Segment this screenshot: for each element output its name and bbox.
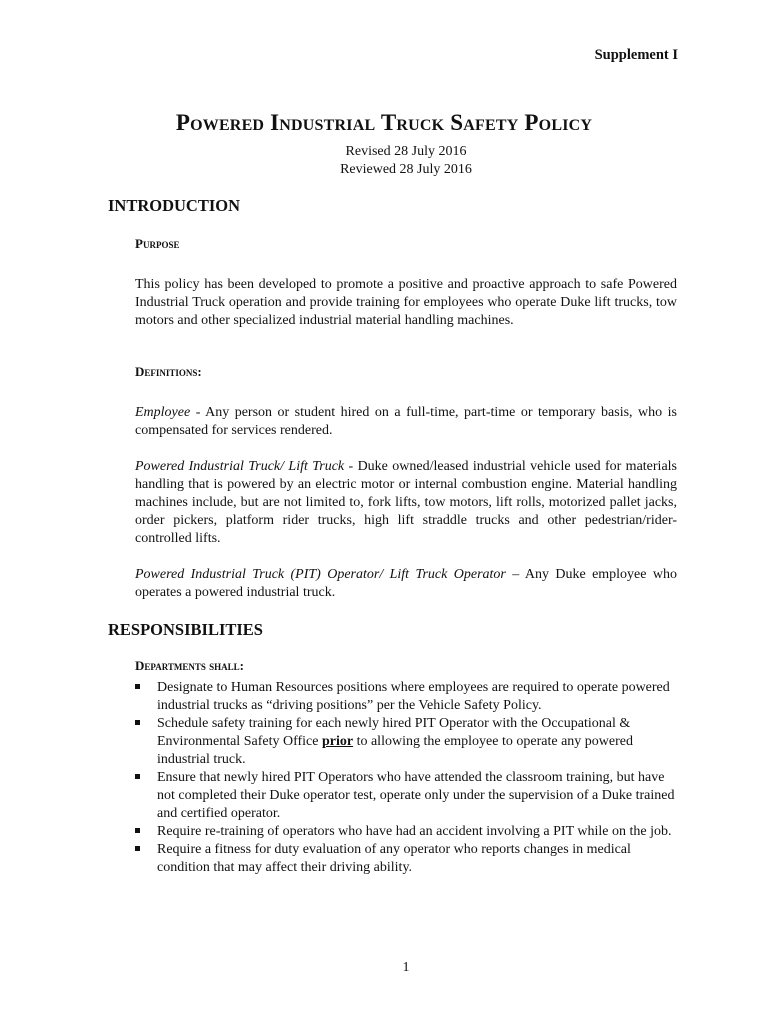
purpose-paragraph: This policy has been developed to promote a positive and proactive approach to safe Powered Industrial Truck operation and provide training for employees who operate Duke lift trucks, tow motors and other specialized industrial material handling machines. [135,277,677,328]
departments-responsibilities-list [135,679,680,877]
definition-text: – Any Duke employee who operates a powered industrial truck. [135,567,677,600]
bullet-square-icon [135,720,140,725]
list-item: Designate to Human Resources positions where employees are required to operate powered industrial trucks as “driving positions” per the Vehicle Safety Policy. [135,679,680,715]
emphasis-prior: prior [321,734,354,749]
purpose-heading: Purpose [135,236,180,251]
departments-shall-heading: Departments shall: [135,658,245,673]
reviewed-date: Reviewed 28 July 2016 [340,162,472,177]
definitions-heading: Definitions: [135,364,202,379]
definition-term: Employee [135,405,191,420]
revised-date: Revised 28 July 2016 [345,144,467,159]
supplement-label: Supplement I [594,47,678,63]
definition-term: Powered Industrial Truck/ Lift Truck [135,459,345,474]
revision-dates [0,143,768,179]
bullet-square-icon [135,828,140,833]
document-title: Powered Industrial Truck Safety Policy [175,110,593,135]
page-number: 1 [402,960,410,975]
list-item: Schedule safety training for each newly hired PIT Operator with the Occupational & Environmental Safety Office prior to allowing the employee to operate any powered industrial truck. [135,715,680,769]
definition-text: - Duke owned/leased industrial vehicle used for materials handling that is powered by an electric motor or internal combustion engine. Material handling machines include, but are not limited to, fork lifts, tow motors, lift rolls, motorized pallet jacks, order pickers, platform rider trucks, high lift straddle trucks and other pedestrian/rider-controlled lifts. [135,459,677,546]
bullet-square-icon [135,774,140,779]
definition-employee [135,404,677,440]
list-item: Require a fitness for duty evaluation of any operator who reports changes in medical condition that may affect their driving ability. [135,841,680,877]
introduction-heading: INTRODUCTION [108,196,241,215]
definition-term: Powered Industrial Truck (PIT) Operator/ Lift Truck Operator [135,567,506,582]
list-item: Ensure that newly hired PIT Operators who have attended the classroom training, but have not completed their Duke operator test, operate only under the supervision of a Duke trained and certified operator. [135,769,680,823]
list-item: Require re-training of operators who have had an accident involving a PIT while on the job. [135,823,680,841]
definition-text: - Any person or student hired on a full-time, part-time or temporary basis, who is compensated for services rendered. [135,405,677,438]
responsibilities-heading: RESPONSIBILITIES [108,620,263,639]
definition-powered-industrial-truck [135,458,677,548]
bullet-square-icon [135,846,140,851]
bullet-square-icon [135,684,140,689]
definition-pit-operator [135,566,677,602]
